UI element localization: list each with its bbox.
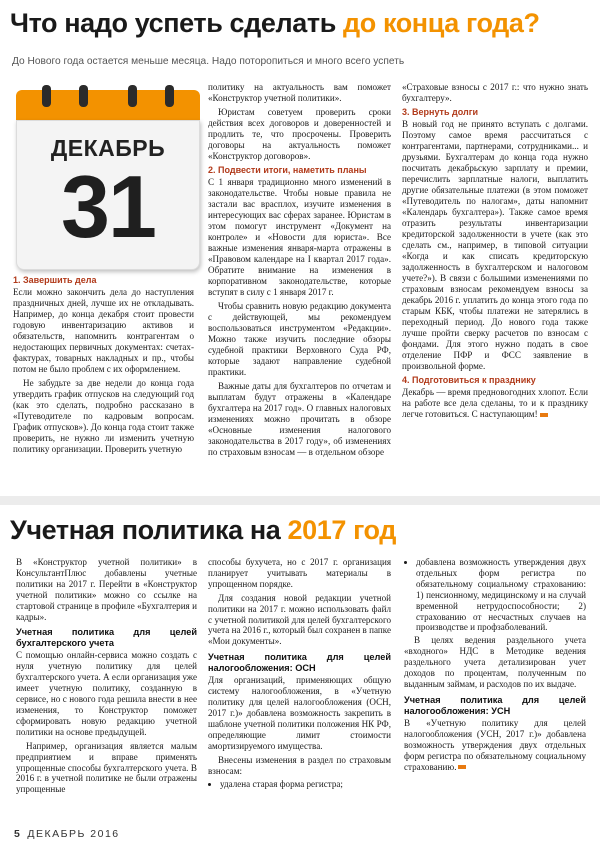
paragraph: Не забудьте за две недели до конца года утвердить график отпусков на следующий год (как это сделать, подробно рассказано в «Путеводителе по кадровым вопросам. График отпусков»). До конца года стоит также проверить, не нужно ли изменить учетную политику организации. Проверить учетную bbox=[13, 378, 194, 454]
paragraph bbox=[402, 387, 588, 420]
section-heading: 2. Подвести итоги, наметить планы bbox=[208, 165, 367, 175]
issue-label: ДЕКАБРЬ 2016 bbox=[27, 828, 120, 840]
article1-title bbox=[10, 8, 540, 38]
list-item: • удалена старая форма регистра; bbox=[220, 779, 391, 790]
article2-column-1 bbox=[16, 557, 197, 798]
paragraph: Внесены изменения в раздел по страховым взносам: bbox=[208, 754, 391, 776]
section-heading: 1. Завершить дела bbox=[13, 275, 97, 285]
section-heading: Учетная политика для целей бухгалтерского учета bbox=[16, 627, 197, 649]
end-of-article-mark bbox=[540, 413, 548, 417]
list-item: • добавлена возможность утверждения двух отдельных форм регистра по обязательному социальному страхованию: 1) пенсионному, медицинскому и на случай временной нетрудоспособности; 2) страхованию от несчастных случаев на производстве и профзаболеваний. bbox=[416, 557, 586, 633]
section-heading: 4. Подготовиться к празднику bbox=[402, 375, 536, 385]
calendar-ring bbox=[79, 85, 88, 107]
article1-column-3 bbox=[402, 82, 588, 423]
calendar-page bbox=[16, 120, 200, 270]
page-footer bbox=[14, 828, 120, 840]
calendar-ring bbox=[165, 85, 174, 107]
bullet-list bbox=[404, 557, 586, 633]
article2-title bbox=[10, 515, 396, 545]
paragraph: С помощью онлайн-сервиса можно создать с нуля учетную политику для целей бухгалтерского учета. А если организация уже имеет учетную политику, созданную в сервисе, но с нового года решила внести в нее изменения, то Конструктор поможет сформировать новую редакцию учетной политики на основе предыдущей. bbox=[16, 650, 197, 737]
article1-lead: До Нового года остается меньше месяца. Надо поторопиться и много всего успеть bbox=[12, 56, 405, 67]
section-separator bbox=[0, 496, 600, 505]
calendar-day: 31 bbox=[61, 157, 155, 256]
page-number: 5 bbox=[14, 828, 22, 840]
section-heading: Учетная политика для целей налогообложения: ОСН bbox=[208, 652, 391, 674]
paragraph: В «Конструктор учетной политики» в КонсультантПлюс добавлены учетные политики на 2017 г. Перейти в «Конструктор учетной политики» можно со ссылке на стартовой странице в профиле «Бухгалтерия и кадры». bbox=[16, 557, 197, 622]
paragraph: Если можно закончить дела до наступления праздничных дней, лучше их не откладывать. Например, до конца декабря стоит провести годовую инвентаризацию активов и обязательств, напомнить контрагентам о недостающих первичных документах: счетах-фактурах, товарных накладных и пр., чтобы потом не было проблем с их оформлением. bbox=[13, 287, 194, 374]
calendar-illustration bbox=[16, 90, 200, 272]
calendar-ring bbox=[128, 85, 137, 107]
end-of-article-mark bbox=[458, 765, 466, 769]
section-heading: 3. Вернуть долги bbox=[402, 107, 478, 117]
calendar-header bbox=[16, 90, 200, 120]
article1-column-2 bbox=[208, 82, 391, 461]
paragraph: Чтобы сравнить новую редакцию документа с действующей, мы рекомендуем воспользоваться инструментом «Редакции». Можно также изучить последние обзоры судебной практики Верховного Суда РФ, которые задают направление судебной практики. bbox=[208, 301, 391, 377]
article2-title-highlight: 2017 год bbox=[287, 515, 397, 545]
calendar-month: ДЕКАБРЬ bbox=[50, 135, 166, 161]
article2-title-main: Учетная политика на bbox=[10, 515, 288, 545]
paragraph: Важные даты для бухгалтеров по отчетам и выплатам будут отражены в «Календаре бухгалтера на 2017 год». О главных налоговых изменениях можно прочитать в обзоре «Основные изменения налогового законодательства в 2017 году», об изменениях по страховым взносам — в отдельном обзоре bbox=[208, 381, 391, 457]
bullet-list bbox=[208, 779, 391, 790]
closing-text: В «Учетную политику для целей налогообложения (УСН, 2017 г.)» добавлена возможность утверждения двух отдельных форм регистра по обязательному социальному страхованию. bbox=[404, 717, 586, 772]
paragraph: способы бухучета, но с 2017 г. организация планирует учитывать материалы в упрощенном порядке. bbox=[208, 557, 391, 589]
paragraph: В новый год не принято вступать с долгами. Поэтому самое время рассчитаться с контрагентами, партнерами, сотрудниками... и друзьями. Бухгалтерам до конца года нужно посчитать декабрьскую зарплату и премии, перечислить зарплатные налоги, выплатить другие обязательные платежи (в этом поможет «Путеводитель по налогам», даты напомнит «Календарь бухгалтера»). Также самое время отразить результаты инвентаризации кредиторской задолженности в учете (как это сделать см., например, в типовой ситуации «Когда и как списать кредиторскую задолженность в бухгалтерском и налоговом учете?»). В связи с большими изменениями по страховым взносам рекомендуем взносы за декабрь 2016 г. уплатить до конца этого года по старым КБК, чтобы платежи не затерялись в переходный период. До нового года также лучше пройти сверку расчетов по взносам с фондами. Для этого нужно подать в свое отделение ПФР и ФСС заявление в произвольной форме. bbox=[402, 119, 588, 371]
section-heading: Учетная политика для целей налогообложения: УСН bbox=[404, 694, 586, 716]
article2-column-2 bbox=[208, 557, 391, 792]
paragraph: «Страховые взносы с 2017 г.: что нужно знать бухгалтеру». bbox=[402, 82, 588, 103]
article2-column-3 bbox=[404, 557, 586, 775]
paragraph: Например, организация является малым предприятием и вправе применять упрощенные способы бухгалтерского учета. В 2016 г. в учетной политике не были отражены упрощенные bbox=[16, 740, 197, 795]
closing-text: Декабрь — время предновогодних хлопот. Если на работе все дела сделаны, то и к празднику легче готовиться. С наступающим! bbox=[402, 387, 588, 419]
article1-column-1 bbox=[13, 272, 194, 458]
paragraph bbox=[404, 718, 586, 773]
calendar-ring bbox=[42, 85, 51, 107]
paragraph: Юристам советуем проверить сроки действия всех договоров и доверенностей и продлить те, что просрочены. Проверить договоры на актуальность поможет «Конструктор договоров». bbox=[208, 107, 391, 161]
article1-title-highlight: до конца года? bbox=[343, 8, 540, 38]
paragraph: политику на актуальность вам поможет «Конструктор учетной политики». bbox=[208, 82, 391, 103]
paragraph: С 1 января традиционно много изменений в законодательстве. Чтобы новые правила не застали вас врасплох, изучите изменения в интересующих вас сферах заранее. Юристам в этом помогут инструмент «Документ на контроле» и «Новости для юриста». Все важные изменения января-марта отражены в «Правовом календаре на I квартал 2017 года». Обратите внимание на изменения в корпоративном законодательстве, которые вступят в силу с 1 января 2017 г. bbox=[208, 177, 391, 297]
paragraph: Для организаций, применяющих общую систему налогообложения, в «Учетную политику для целей налогообложения (ОСН, 2017 г.)» добавлена возможность закрепить в шаблоне учетной политики положения НК РФ, определяющие лимит стоимости амортизируемого имущества. bbox=[208, 675, 391, 751]
article1-title-main: Что надо успеть сделать bbox=[10, 8, 344, 38]
paragraph: В целях ведения раздельного учета «входного» НДС в Методике ведения раздельного учета детализирован учет доходов по процентам, полученным по выданным займам, и расходов по их выдаче. bbox=[404, 635, 586, 689]
paragraph: Для создания новой редакции учетной политики на 2017 г. можно использовать файл с учетной политикой для целей бухгалтерского учета на 2016 г., который был сохранен в папке «Мои документы». bbox=[208, 592, 391, 647]
